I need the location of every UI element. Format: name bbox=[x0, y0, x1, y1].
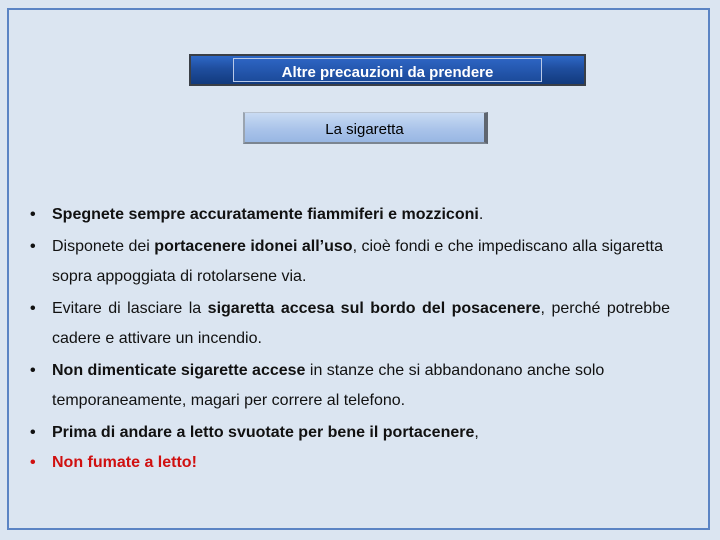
slide-title: Altre precauzioni da prendere bbox=[281, 64, 494, 81]
bullet-text: , cioè fondi e che impediscano alla sigaretta sopra appoggiata di rotolarsene via. bbox=[52, 238, 663, 285]
bullet-dot: • bbox=[30, 454, 36, 471]
bullet-item bbox=[30, 418, 670, 448]
bullet-text-bold: sigaretta accesa sul bordo del posacenere bbox=[207, 300, 541, 317]
bullet-item bbox=[30, 200, 670, 230]
bullet-text-bold: Spegnete sempre accuratamente fiammiferi e mozziconi bbox=[52, 206, 479, 223]
slide-subtitle: La sigaretta bbox=[325, 121, 404, 138]
bullet-text-bold: Prima di andare a letto svuotate per bene il portacenere bbox=[52, 424, 475, 441]
bullet-text: Disponete dei bbox=[52, 238, 155, 255]
bullet-item bbox=[30, 232, 670, 292]
bullet-item bbox=[30, 356, 670, 416]
bullet-dot: • bbox=[30, 362, 36, 379]
bullet-text: , perché potrebbe cadere e attivare un incendio. bbox=[52, 300, 670, 347]
bullet-item bbox=[30, 448, 670, 478]
bullet-text-bold: Non dimenticate sigarette accese bbox=[52, 362, 306, 379]
bullet-dot: • bbox=[30, 238, 36, 255]
bullet-list bbox=[30, 200, 670, 478]
bullet-text: in stanze che si abbandonano anche solo temporaneamente, magari per correre al telefono. bbox=[52, 362, 605, 409]
bullet-dot: • bbox=[30, 300, 36, 317]
bullet-text: Evitare di lasciare la bbox=[52, 300, 208, 317]
bullet-dot: • bbox=[30, 424, 36, 441]
bullet-item bbox=[30, 294, 670, 354]
bullet-text-bold: portacenere idonei all’uso bbox=[154, 238, 353, 255]
title-box bbox=[189, 54, 586, 86]
bullet-dot: • bbox=[30, 206, 36, 223]
bullet-text: , bbox=[474, 424, 479, 441]
warning-text: Non fumate a letto! bbox=[52, 454, 197, 471]
subtitle-box bbox=[243, 112, 488, 144]
bullet-text: . bbox=[478, 206, 484, 223]
